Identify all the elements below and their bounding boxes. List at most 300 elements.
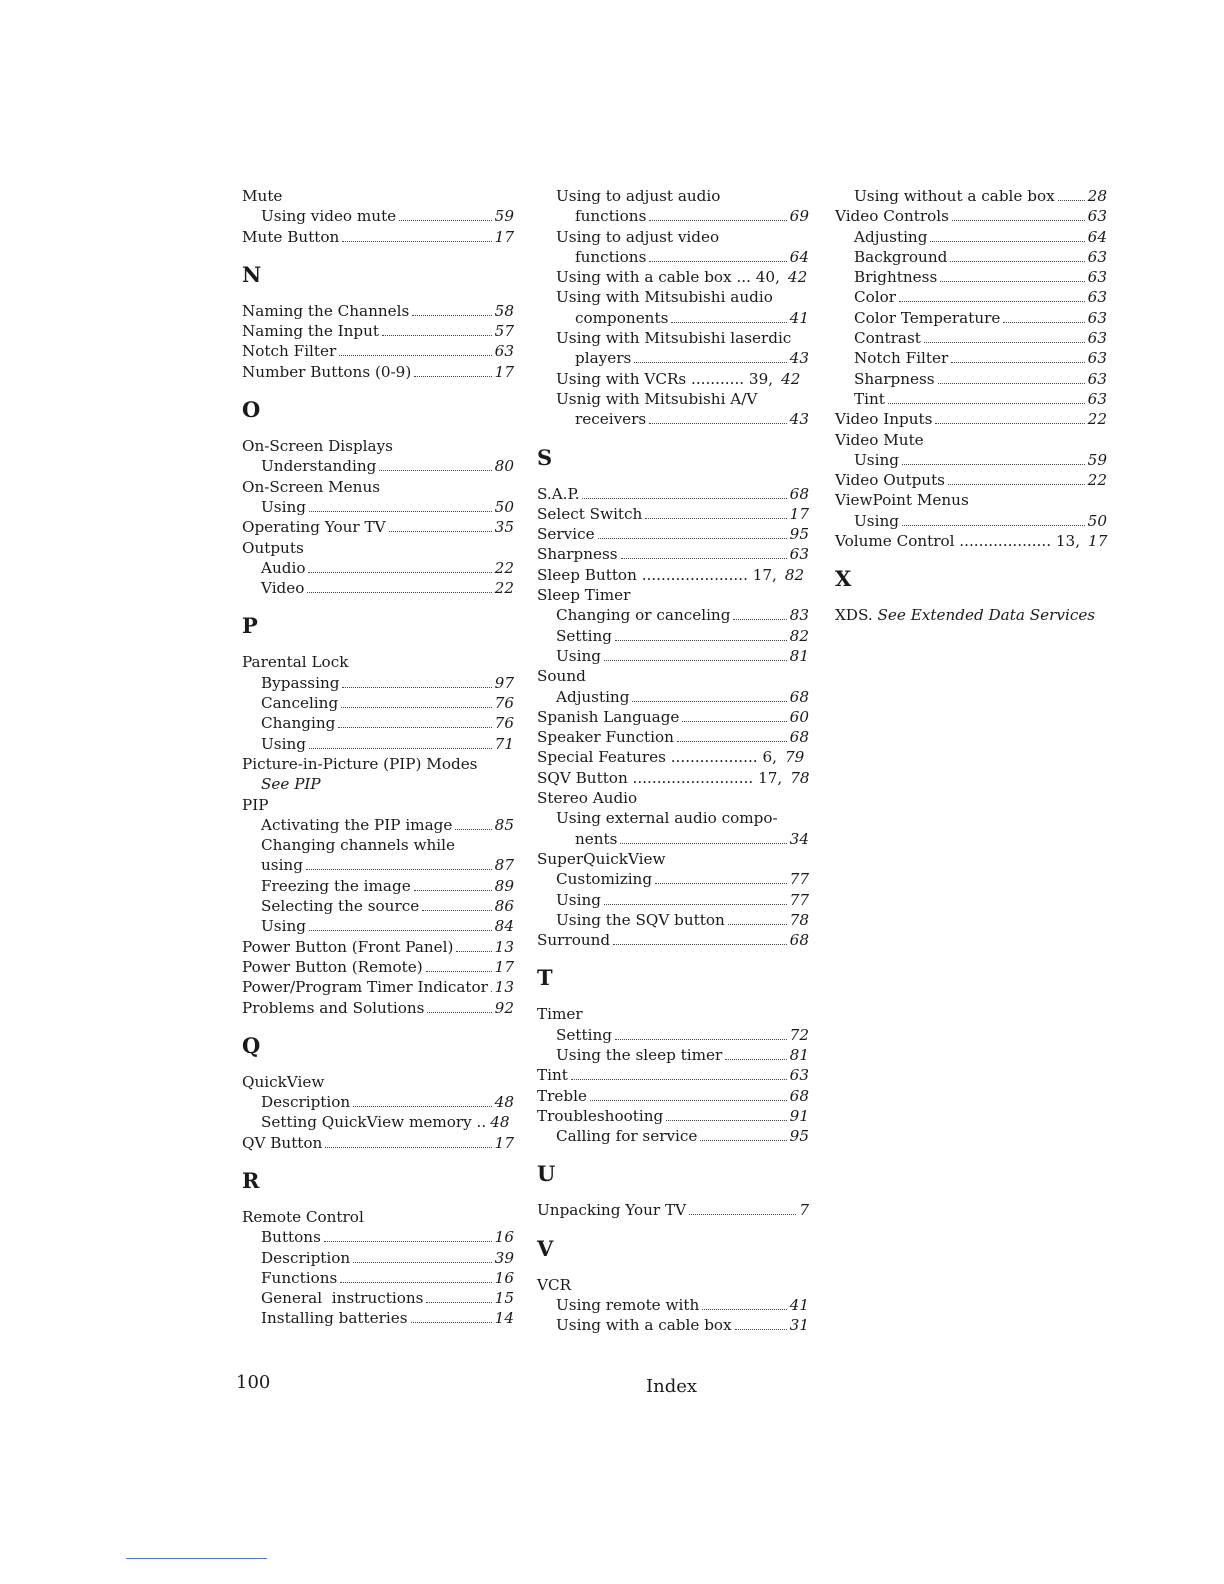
page-ref: 59 bbox=[494, 207, 514, 226]
entry-label: Power/Program Timer Indicator bbox=[242, 978, 488, 997]
entry-label: Notch Filter bbox=[854, 349, 949, 368]
index-entry bbox=[242, 937, 514, 957]
leader-dots bbox=[340, 1269, 491, 1283]
page-ref: 63 bbox=[1087, 308, 1107, 327]
entry-label: Treble bbox=[537, 1086, 587, 1105]
see-reference: See PIP bbox=[261, 775, 321, 794]
leader-dots bbox=[924, 329, 1085, 343]
index-column-1 bbox=[242, 186, 514, 1329]
entry-label: Unpacking Your TV bbox=[537, 1201, 687, 1220]
leader-dots bbox=[338, 714, 491, 728]
leader-dots bbox=[613, 931, 787, 945]
page-ref: 82 bbox=[784, 565, 805, 584]
leader-dots bbox=[427, 999, 491, 1013]
page-ref: 63 bbox=[1087, 268, 1107, 287]
page-ref: 42 bbox=[781, 369, 801, 388]
leader-dots bbox=[309, 498, 492, 512]
entry-label: receivers bbox=[575, 410, 647, 429]
entry-label: Color bbox=[854, 288, 897, 307]
entry-label: functions bbox=[575, 207, 647, 226]
index-entry bbox=[537, 484, 809, 504]
page-ref: 59 bbox=[1087, 450, 1107, 469]
index-entry bbox=[537, 747, 809, 767]
page-ref: 63 bbox=[1087, 369, 1107, 388]
page-ref: 84 bbox=[494, 917, 514, 936]
page-ref: 87 bbox=[494, 856, 514, 875]
index-entry bbox=[242, 916, 514, 936]
page-ref: 63 bbox=[1087, 349, 1107, 368]
index-entry: ViewPoint Menus bbox=[835, 491, 969, 510]
entry-label: Audio bbox=[261, 558, 306, 577]
entry-label: Setting QuickView memory .. bbox=[261, 1113, 487, 1132]
leader-dots bbox=[902, 512, 1085, 526]
index-entry bbox=[537, 910, 809, 930]
index-entry bbox=[537, 646, 809, 666]
entry-label: Description bbox=[261, 1248, 351, 1267]
entry-label: Power Button (Remote) bbox=[242, 957, 423, 976]
entry-label: Volume Control ................... 13, bbox=[835, 532, 1081, 551]
index-entry: Using with Mitsubishi laserdic bbox=[556, 329, 792, 348]
page-ref: 60 bbox=[789, 707, 809, 726]
entry-label: Service bbox=[537, 525, 595, 544]
page-ref: 17 bbox=[494, 957, 514, 976]
index-entry bbox=[242, 497, 514, 517]
leader-dots bbox=[935, 410, 1084, 424]
page-ref: 17 bbox=[1088, 532, 1108, 551]
index-entry bbox=[835, 531, 1107, 551]
index-entry bbox=[835, 328, 1107, 348]
page-ref: 22 bbox=[494, 579, 514, 598]
index-entry bbox=[242, 855, 514, 875]
leader-dots bbox=[645, 505, 786, 519]
leader-dots bbox=[325, 1134, 491, 1148]
entry-label: Video Controls bbox=[835, 207, 949, 226]
page-ref: 69 bbox=[789, 207, 809, 226]
entry-label: Using bbox=[854, 511, 899, 530]
index-entry bbox=[242, 1268, 514, 1288]
index-entry bbox=[537, 348, 809, 368]
index-entry bbox=[537, 930, 809, 950]
section-letter: V bbox=[537, 1235, 554, 1261]
leader-dots bbox=[634, 349, 786, 363]
page-ref: 16 bbox=[494, 1268, 514, 1287]
entry-label: Bypassing bbox=[261, 673, 340, 692]
entry-label: Surround bbox=[537, 931, 611, 950]
page-ref: 63 bbox=[1087, 288, 1107, 307]
page-ref: 43 bbox=[789, 410, 809, 429]
index-entry bbox=[242, 977, 514, 997]
entry-label: Calling for service bbox=[556, 1127, 698, 1146]
leader-dots bbox=[604, 891, 787, 905]
index-entry bbox=[242, 321, 514, 341]
index-entry bbox=[242, 815, 514, 835]
section-letter: U bbox=[537, 1161, 556, 1187]
page-ref: 76 bbox=[494, 714, 514, 733]
section-title: Index bbox=[646, 1376, 698, 1397]
leader-dots bbox=[735, 1316, 787, 1330]
entry-label: Tint bbox=[537, 1066, 568, 1085]
entry-label: Buttons bbox=[261, 1228, 321, 1247]
index-entry bbox=[835, 511, 1107, 531]
index-entry bbox=[242, 1248, 514, 1268]
page-ref: 41 bbox=[789, 308, 809, 327]
entry-label: Functions bbox=[261, 1268, 338, 1287]
index-entry bbox=[242, 362, 514, 382]
page-ref: 22 bbox=[1087, 410, 1107, 429]
index-entry bbox=[242, 456, 514, 476]
page-ref: 63 bbox=[789, 545, 809, 564]
leader-dots bbox=[952, 207, 1085, 221]
leader-dots bbox=[399, 207, 491, 221]
index-entry: Usnig with Mitsubishi A/V bbox=[556, 389, 758, 408]
entry-label: S.A.P. bbox=[537, 484, 580, 503]
index-entry: Stereo Audio bbox=[537, 789, 638, 808]
index-entry bbox=[537, 1025, 809, 1045]
leader-dots bbox=[582, 485, 786, 499]
index-entry: Picture-in-Picture (PIP) Modes bbox=[242, 754, 478, 773]
leader-dots bbox=[389, 518, 492, 532]
entry-label: Problems and Solutions bbox=[242, 998, 425, 1017]
leader-dots bbox=[1058, 187, 1085, 201]
index-entry bbox=[835, 308, 1107, 328]
index-entry bbox=[537, 1045, 809, 1065]
index-entry: QuickView bbox=[242, 1072, 325, 1091]
index-entry bbox=[835, 348, 1107, 368]
section-letter: N bbox=[242, 261, 262, 287]
leader-dots bbox=[342, 228, 491, 242]
index-entry bbox=[242, 1112, 514, 1132]
leader-dots bbox=[411, 1309, 492, 1323]
entry-label: Sharpness bbox=[854, 369, 935, 388]
page-ref: 81 bbox=[789, 1045, 809, 1064]
entry-label: Sleep Button ...................... 17, bbox=[537, 565, 777, 584]
index-entry bbox=[537, 727, 809, 747]
index-entry bbox=[537, 869, 809, 889]
leader-dots bbox=[951, 349, 1084, 363]
index-entry: Changing channels while bbox=[261, 836, 456, 855]
entry-label: Changing or canceling bbox=[556, 606, 731, 625]
leader-dots bbox=[950, 248, 1084, 262]
entry-label: Naming the Input bbox=[242, 322, 380, 341]
page-ref: 14 bbox=[494, 1309, 514, 1328]
leader-dots bbox=[682, 708, 786, 722]
entry-label: Installing batteries bbox=[261, 1309, 408, 1328]
entry-label: XDS. bbox=[835, 606, 873, 625]
page-ref: 68 bbox=[789, 728, 809, 747]
index-entry bbox=[537, 687, 809, 707]
page-ref: 63 bbox=[494, 342, 514, 361]
page-ref: 72 bbox=[789, 1025, 809, 1044]
leader-dots bbox=[382, 322, 492, 336]
leader-dots bbox=[590, 1087, 787, 1101]
index-entry bbox=[242, 693, 514, 713]
page-ref: 63 bbox=[1087, 207, 1107, 226]
page-ref: 57 bbox=[494, 322, 514, 341]
leader-dots bbox=[341, 694, 492, 708]
section-letter: S bbox=[537, 444, 553, 470]
leader-dots bbox=[342, 674, 491, 688]
index-entry bbox=[242, 896, 514, 916]
index-entry bbox=[242, 301, 514, 321]
entry-label: Using with a cable box bbox=[556, 1316, 732, 1335]
leader-dots bbox=[938, 370, 1085, 384]
page-ref: 77 bbox=[789, 890, 809, 909]
index-entry bbox=[835, 186, 1107, 206]
page-number: 100 bbox=[236, 1372, 271, 1393]
index-entry bbox=[242, 1227, 514, 1247]
entry-label: Freezing the image bbox=[261, 876, 411, 895]
index-entry: Timer bbox=[537, 1005, 583, 1024]
leader-dots bbox=[309, 735, 492, 749]
leader-dots bbox=[615, 1026, 787, 1040]
entry-label: Color Temperature bbox=[854, 308, 1001, 327]
leader-dots bbox=[689, 1201, 796, 1215]
page-ref: 68 bbox=[789, 931, 809, 950]
index-entry bbox=[537, 544, 809, 564]
index-entry bbox=[242, 578, 514, 598]
entry-label: Setting bbox=[556, 1025, 612, 1044]
page-ref: 34 bbox=[789, 829, 809, 848]
index-entry bbox=[242, 998, 514, 1018]
page-ref: 92 bbox=[494, 998, 514, 1017]
entry-label: Operating Your TV bbox=[242, 518, 386, 537]
entry-label: Selecting the source bbox=[261, 897, 420, 916]
leader-dots bbox=[649, 410, 786, 424]
page-ref: 80 bbox=[494, 457, 514, 476]
index-entry bbox=[537, 267, 809, 287]
page-ref: 22 bbox=[1087, 471, 1107, 490]
index-entry bbox=[242, 558, 514, 578]
index-entry bbox=[835, 287, 1107, 307]
page-ref: 78 bbox=[789, 910, 809, 929]
entry-label: Using the sleep timer bbox=[556, 1045, 723, 1064]
page-ref: 95 bbox=[789, 1127, 809, 1146]
page-ref: 95 bbox=[789, 525, 809, 544]
entry-label: Using with a cable box ... 40, bbox=[556, 268, 780, 287]
page-ref: 91 bbox=[789, 1106, 809, 1125]
entry-label: Select Switch bbox=[537, 504, 643, 523]
page-ref: 13 bbox=[494, 937, 514, 956]
page-ref: 48 bbox=[490, 1113, 510, 1132]
entry-label: components bbox=[575, 308, 669, 327]
page-ref: 15 bbox=[494, 1289, 514, 1308]
page-ref: 50 bbox=[1087, 511, 1107, 530]
leader-dots bbox=[728, 911, 787, 925]
index-entry bbox=[835, 470, 1107, 490]
index-entry bbox=[537, 1295, 809, 1315]
leader-dots bbox=[621, 545, 787, 559]
entry-label: Number Buttons (0-9) bbox=[242, 362, 412, 381]
index-entry bbox=[537, 504, 809, 524]
divider bbox=[126, 1558, 267, 1559]
entry-label: Setting bbox=[556, 626, 612, 645]
page-ref: 63 bbox=[1087, 389, 1107, 408]
leader-dots bbox=[353, 1093, 491, 1107]
leader-dots bbox=[412, 302, 491, 316]
leader-dots bbox=[308, 559, 491, 573]
leader-dots bbox=[620, 830, 786, 844]
leader-dots bbox=[414, 877, 492, 891]
page-ref: 82 bbox=[789, 626, 809, 645]
page-ref: 64 bbox=[789, 247, 809, 266]
entry-label: Troubleshooting bbox=[537, 1106, 664, 1125]
index-entry bbox=[537, 1315, 809, 1335]
leader-dots bbox=[604, 647, 787, 661]
index-entry bbox=[537, 1086, 809, 1106]
index-entry bbox=[835, 389, 1107, 409]
entry-label: SQV Button ......................... 17, bbox=[537, 768, 783, 787]
leader-dots bbox=[700, 1127, 786, 1141]
index-entry bbox=[242, 734, 514, 754]
leader-dots bbox=[948, 471, 1085, 485]
index-entry: Using with Mitsubishi audio bbox=[556, 288, 773, 307]
leader-dots bbox=[455, 816, 491, 830]
entry-label: nents bbox=[575, 829, 618, 848]
entry-label: Sharpness bbox=[537, 545, 618, 564]
page-ref: 68 bbox=[789, 484, 809, 503]
entry-label: Using bbox=[261, 734, 306, 753]
leader-dots bbox=[414, 363, 491, 377]
leader-dots bbox=[426, 1289, 491, 1303]
index-entry bbox=[242, 341, 514, 361]
index-entry bbox=[242, 517, 514, 537]
section-letter: Q bbox=[242, 1032, 261, 1058]
entry-label: Naming the Channels bbox=[242, 301, 410, 320]
index-entry bbox=[537, 605, 809, 625]
entry-label: Spanish Language bbox=[537, 707, 680, 726]
entry-label: Video Inputs bbox=[835, 410, 933, 429]
index-entry: Sound bbox=[537, 667, 586, 686]
page-ref: 17 bbox=[494, 1133, 514, 1152]
leader-dots bbox=[655, 870, 787, 884]
index-entry bbox=[537, 565, 809, 585]
index-entry bbox=[835, 450, 1107, 470]
index-entry: PIP bbox=[242, 795, 269, 814]
page-ref: 97 bbox=[494, 673, 514, 692]
index-entry bbox=[537, 247, 809, 267]
entry-label: Adjusting bbox=[854, 227, 928, 246]
page-ref: 41 bbox=[789, 1296, 809, 1315]
leader-dots bbox=[899, 288, 1085, 302]
entry-label: Using the SQV button bbox=[556, 910, 725, 929]
index-entry bbox=[242, 227, 514, 247]
page-ref: 77 bbox=[789, 870, 809, 889]
entry-label: Understanding bbox=[261, 457, 377, 476]
section-letter: R bbox=[242, 1167, 260, 1193]
page-ref: 64 bbox=[1087, 227, 1107, 246]
entry-label: Video Outputs bbox=[835, 471, 945, 490]
page-ref: 63 bbox=[1087, 247, 1107, 266]
leader-dots bbox=[307, 579, 491, 593]
index-entry bbox=[537, 206, 809, 226]
index-entry bbox=[537, 524, 809, 544]
leader-dots bbox=[902, 451, 1085, 465]
entry-label: Using remote with bbox=[556, 1296, 700, 1315]
index-entry bbox=[835, 369, 1107, 389]
page-ref: 68 bbox=[789, 1086, 809, 1105]
entry-label: Using without a cable box bbox=[854, 187, 1055, 205]
page-ref: 48 bbox=[494, 1093, 514, 1112]
page-ref: 78 bbox=[790, 768, 810, 787]
leader-dots bbox=[649, 248, 786, 262]
index-entry bbox=[537, 1126, 809, 1146]
entry-label: Using bbox=[556, 890, 601, 909]
page-ref: 17 bbox=[494, 227, 514, 246]
page-ref: 16 bbox=[494, 1228, 514, 1247]
entry-label: QV Button bbox=[242, 1133, 323, 1152]
index-entry: Sleep Timer bbox=[537, 586, 631, 605]
page-ref: 79 bbox=[784, 748, 805, 767]
entry-label: Activating the PIP image bbox=[261, 815, 453, 834]
leader-dots bbox=[426, 958, 492, 972]
index-entry: Parental Lock bbox=[242, 653, 349, 672]
leader-dots bbox=[671, 309, 786, 323]
index-entry bbox=[835, 605, 1107, 625]
index-entry bbox=[242, 206, 514, 226]
page-ref: 68 bbox=[789, 687, 809, 706]
leader-dots bbox=[379, 457, 491, 471]
index-entry: Mute bbox=[242, 187, 283, 205]
leader-dots bbox=[632, 688, 786, 702]
page-ref: 31 bbox=[789, 1316, 809, 1335]
page-ref: 83 bbox=[789, 606, 809, 625]
entry-label: Using video mute bbox=[261, 207, 397, 226]
entry-label: Adjusting bbox=[556, 687, 630, 706]
index-entry: On-Screen Menus bbox=[242, 477, 381, 496]
leader-dots bbox=[571, 1066, 787, 1080]
leader-dots bbox=[649, 207, 786, 221]
page-ref: 63 bbox=[789, 1066, 809, 1085]
entry-label: Using bbox=[854, 450, 899, 469]
page-ref: 58 bbox=[494, 301, 514, 320]
index-entry bbox=[835, 206, 1107, 226]
index-entry bbox=[537, 369, 809, 389]
page-ref: 35 bbox=[494, 518, 514, 537]
index-entry bbox=[835, 267, 1107, 287]
entry-label: Brightness bbox=[854, 268, 938, 287]
index-entry: SuperQuickView bbox=[537, 849, 666, 868]
entry-label: functions bbox=[575, 247, 647, 266]
index-entry bbox=[242, 673, 514, 693]
index-entry bbox=[537, 409, 809, 429]
page-ref: 76 bbox=[494, 694, 514, 713]
leader-dots bbox=[666, 1107, 786, 1121]
leader-dots bbox=[306, 856, 492, 870]
index-entry: Using to adjust video bbox=[556, 227, 720, 246]
entry-label: Notch Filter bbox=[242, 342, 337, 361]
section-letter: P bbox=[242, 613, 258, 639]
index-entry: VCR bbox=[537, 1275, 572, 1294]
leader-dots bbox=[324, 1228, 492, 1242]
index-entry: Using external audio compo- bbox=[556, 809, 778, 828]
entry-label: Canceling bbox=[261, 694, 339, 713]
page-ref: 22 bbox=[494, 558, 514, 577]
entry-label: Using bbox=[556, 646, 601, 665]
see-reference: See Extended Data Services bbox=[877, 606, 1096, 625]
leader-dots bbox=[422, 897, 491, 911]
entry-label: Customizing bbox=[556, 870, 653, 889]
page-ref: 17 bbox=[789, 504, 809, 523]
leader-dots bbox=[725, 1046, 786, 1060]
leader-dots bbox=[930, 228, 1084, 242]
leader-dots bbox=[339, 342, 491, 356]
page-ref: 7 bbox=[799, 1201, 809, 1220]
leader-dots bbox=[1003, 309, 1084, 323]
index-entry: On-Screen Displays bbox=[242, 437, 393, 456]
entry-label: Background bbox=[854, 247, 948, 266]
page-ref: 43 bbox=[789, 349, 809, 368]
entry-label: General instructions bbox=[261, 1289, 424, 1308]
